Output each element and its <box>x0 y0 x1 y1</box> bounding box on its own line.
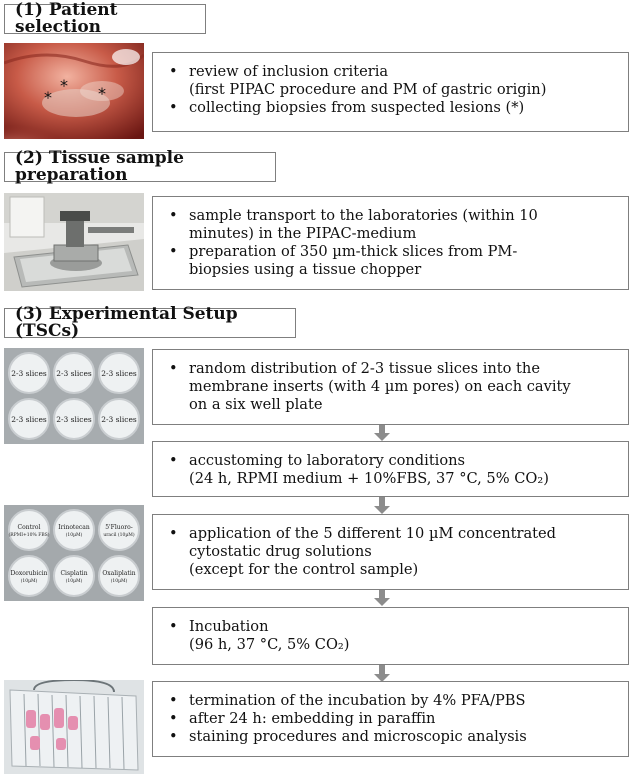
drug-conc-irinotecan: (10µM) <box>65 533 83 538</box>
list-item: on a six well plate <box>189 396 323 413</box>
drug-application-box <box>152 514 629 590</box>
list-item: • application of the 5 different 10 µM concentrated <box>169 525 556 542</box>
well-label-1: 2-3 slices <box>11 369 47 378</box>
list-item: • termination of the incubation by 4% PFA/PBS <box>169 692 526 709</box>
tissue-chopper-photo <box>4 193 144 291</box>
well-plate-slices-photo <box>4 348 144 444</box>
lesion-mark: * <box>98 84 106 103</box>
drug-conc-doxorubicin: (10µM) <box>20 579 38 584</box>
list-item: • preparation of 350 µm-thick slices from PM- <box>169 243 518 260</box>
lesion-mark: * <box>60 76 68 95</box>
list-item: minutes) in the PIPAC-medium <box>189 225 417 242</box>
well-label-6: 2-3 slices <box>101 415 137 424</box>
list-item: • staining procedures and microscopic analysis <box>169 728 527 745</box>
list-item: (24 h, RPMI medium + 10%FBS, 37 °C, 5% CO₂) <box>189 470 549 487</box>
tissue-preparation-box <box>152 196 629 290</box>
accustoming-box <box>152 441 629 497</box>
well-label-4: 2-3 slices <box>11 415 47 424</box>
list-item: • sample transport to the laboratories (within 10 <box>169 207 538 224</box>
drug-conc-cisplatin: (10µM) <box>65 579 83 584</box>
drug-label-fluorouracil: 5'Fluoro- <box>105 524 133 531</box>
list-item: • after 24 h: embedding in paraffin <box>169 710 436 727</box>
list-item: (first PIPAC procedure and PM of gastric origin) <box>189 81 547 98</box>
drug-label-cisplatin: Cisplatin <box>60 570 88 577</box>
well-label-2: 2-3 slices <box>56 369 92 378</box>
drug-conc-oxaliplatin: (10µM) <box>110 579 128 584</box>
drug-conc-fluorouracil: uracil (10µM) <box>103 533 135 538</box>
header-tissue-sample-preparation: (2) Tissue sample preparation <box>4 152 276 182</box>
list-item: • Incubation <box>169 618 269 635</box>
surgical-lesion-photo <box>4 43 144 139</box>
list-item: • accustoming to laboratory conditions <box>169 452 466 469</box>
list-item: • collecting biopsies from suspected lesions (*) <box>169 99 525 116</box>
termination-box <box>152 681 629 757</box>
list-item: membrane inserts (with 4 µm pores) on each cavity <box>189 378 571 395</box>
header-experimental-setup: (3) Experimental Setup (TSCs) <box>4 308 296 338</box>
distribution-box <box>152 349 629 425</box>
lesion-mark: * <box>44 88 52 107</box>
list-item: cytostatic drug solutions <box>189 543 372 560</box>
slide-rack-photo <box>4 680 144 774</box>
well-label-3: 2-3 slices <box>101 369 137 378</box>
list-item: biopsies using a tissue chopper <box>189 261 422 278</box>
list-item: (except for the control sample) <box>189 561 419 578</box>
list-item: • random distribution of 2-3 tissue slices into the <box>169 360 540 377</box>
patient-selection-box <box>152 52 629 132</box>
incubation-box <box>152 607 629 665</box>
well-label-5: 2-3 slices <box>56 415 92 424</box>
drug-label-irinotecan: Irinotecan <box>58 524 90 531</box>
drug-label-doxorubicin: Doxorubicin <box>10 570 48 577</box>
well-plate-drugs-photo <box>4 505 144 601</box>
header-patient-selection: (1) Patient selection <box>4 4 206 34</box>
drug-conc-control: (RPMI+10% FBS) <box>8 533 50 538</box>
list-item: (96 h, 37 °C, 5% CO₂) <box>189 636 350 653</box>
drug-label-oxaliplatin: Oxaliplatin <box>102 570 136 577</box>
drug-label-control: Control <box>17 524 41 531</box>
list-item: • review of inclusion criteria <box>169 63 389 80</box>
